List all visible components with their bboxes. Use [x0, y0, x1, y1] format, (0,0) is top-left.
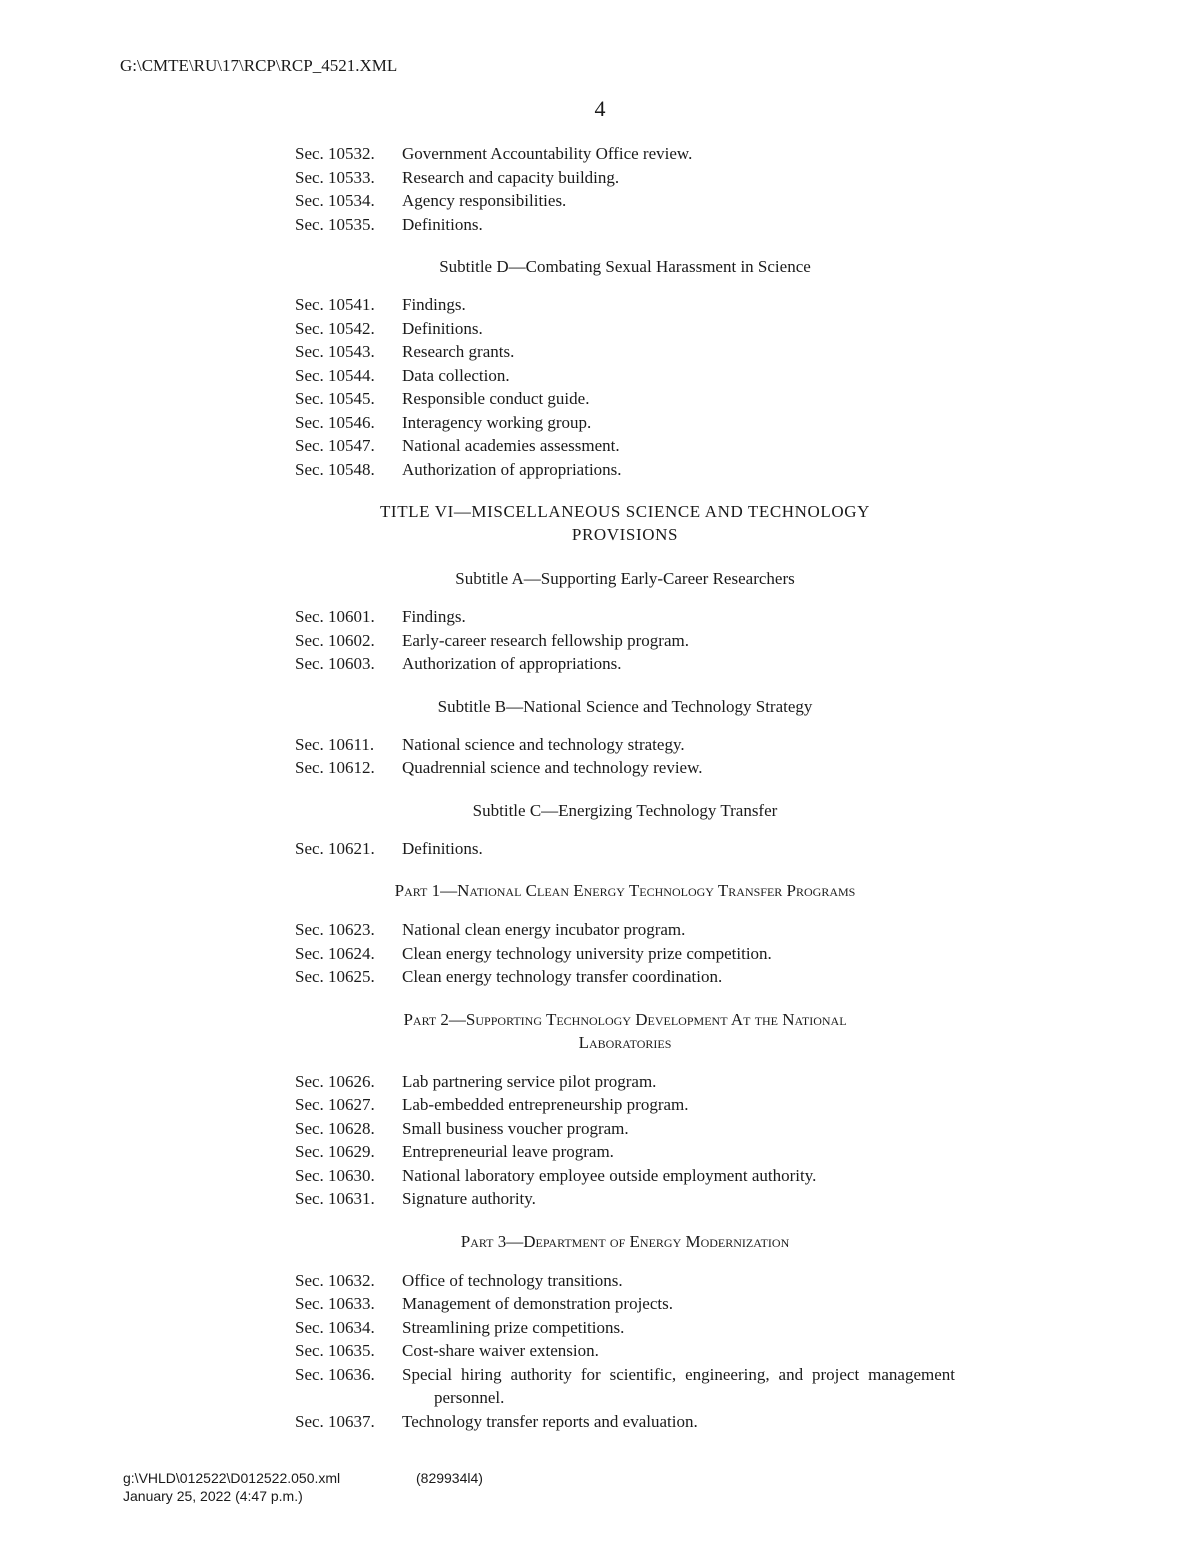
section-number: Sec. 10635.	[295, 1341, 375, 1360]
toc-section-entry	[295, 142, 955, 166]
section-number: Sec. 10541.	[295, 295, 375, 314]
toc-section-entry	[295, 1070, 955, 1094]
section-title: Cost-share waiver extension.	[402, 1341, 599, 1360]
section-title: Technology transfer reports and evaluation.	[402, 1411, 698, 1431]
toc-section-entry	[295, 733, 955, 757]
section-number: Sec. 10535.	[295, 214, 375, 234]
section-number: Sec. 10634.	[295, 1317, 375, 1337]
section-title: Findings.	[402, 295, 466, 314]
section-title: National academies assessment.	[402, 436, 620, 455]
section-number: Sec. 10548.	[295, 459, 375, 479]
footer-document-code: (829934l4)	[416, 1470, 483, 1486]
heading-line: Laboratories	[578, 1032, 672, 1052]
section-number: Sec. 10544.	[295, 365, 375, 385]
section-title: Small business voucher program.	[402, 1118, 629, 1138]
section-title: Research grants.	[402, 342, 515, 361]
subtitle-heading	[295, 255, 955, 278]
part-heading	[295, 1008, 955, 1054]
section-title: Interagency working group.	[402, 412, 592, 432]
section-title: Definitions.	[402, 318, 483, 338]
section-title: Findings.	[402, 607, 466, 626]
toc-section-entry	[295, 1339, 955, 1363]
page-footer	[123, 1469, 483, 1505]
toc-section-entry	[295, 1164, 955, 1188]
section-title: Lab-embedded entrepreneurship program.	[402, 1095, 689, 1114]
footer-timestamp: January 25, 2022 (4:47 p.m.)	[123, 1488, 303, 1504]
section-number: Sec. 10636.	[295, 1364, 375, 1384]
toc-section-entry	[295, 965, 955, 989]
section-number: Sec. 10612.	[295, 758, 375, 777]
section-number: Sec. 10534.	[295, 191, 375, 210]
section-number: Sec. 10602.	[295, 630, 375, 650]
section-number: Sec. 10626.	[295, 1071, 375, 1091]
section-number: Sec. 10633.	[295, 1294, 375, 1313]
section-title: Quadrennial science and technology review.	[402, 758, 703, 777]
section-number: Sec. 10533.	[295, 167, 375, 187]
section-number: Sec. 10603.	[295, 654, 375, 673]
section-number: Sec. 10532.	[295, 144, 375, 163]
toc-section-entry	[295, 1363, 955, 1410]
toc-section-entry	[295, 629, 955, 653]
footer-file-path: g:\VHLD\012522\D012522.050.xml	[123, 1470, 341, 1486]
section-number: Sec. 10547.	[295, 436, 375, 455]
toc-section-entry	[295, 317, 955, 341]
section-title: Early-career research fellowship program.	[402, 630, 689, 650]
toc-section-entry	[295, 434, 955, 458]
toc-section-entry	[295, 1117, 955, 1141]
toc-section-entry	[295, 942, 955, 966]
toc-section-entry	[295, 918, 955, 942]
toc-section-entry	[295, 411, 955, 435]
heading-line: Subtitle B—National Science and Technology Strategy	[437, 696, 813, 716]
section-number: Sec. 10632.	[295, 1270, 375, 1290]
heading-line: Subtitle D—Combating Sexual Harassment in Science	[439, 257, 811, 276]
toc-section-entry	[295, 1316, 955, 1340]
toc-section-entry	[295, 293, 955, 317]
section-title: National science and technology strategy.	[402, 734, 685, 754]
section-title: Management of demonstration projects.	[402, 1294, 673, 1313]
section-title: Data collection.	[402, 365, 510, 385]
toc-section-entry	[295, 166, 955, 190]
heading-line: Subtitle C—Energizing Technology Transfer	[472, 800, 778, 820]
section-title: National clean energy incubator program.	[402, 920, 686, 939]
toc-section-entry	[295, 1093, 955, 1117]
section-number: Sec. 10611.	[295, 734, 375, 754]
section-title: Government Accountability Office review.	[402, 144, 693, 163]
section-title: National laboratory employee outside employment authority.	[402, 1165, 817, 1185]
section-title: Clean energy technology transfer coordination.	[402, 967, 723, 986]
section-title: Entrepreneurial leave program.	[402, 1142, 614, 1161]
heading-line: PROVISIONS	[571, 525, 679, 544]
toc-section-entry	[295, 189, 955, 213]
subtitle-heading	[295, 799, 955, 822]
section-title: Authorization of appropriations.	[402, 459, 622, 479]
toc-section-entry	[295, 340, 955, 364]
section-title: Office of technology transitions.	[402, 1270, 623, 1290]
section-number: Sec. 10637.	[295, 1411, 375, 1431]
toc-section-entry	[295, 756, 955, 780]
heading-line: Part 3—Department of Energy Modernization	[460, 1231, 790, 1251]
toc-section-entry	[295, 458, 955, 482]
subtitle-heading	[295, 695, 955, 718]
toc-section-entry	[295, 1410, 955, 1434]
page-number: 4	[594, 96, 606, 121]
toc-section-entry	[295, 652, 955, 676]
section-title: Signature authority.	[402, 1189, 536, 1208]
section-title: Lab partnering service pilot program.	[402, 1071, 657, 1091]
section-number: Sec. 10629.	[295, 1142, 375, 1161]
section-title: Authorization of appropriations.	[402, 654, 622, 673]
section-number: Sec. 10543.	[295, 342, 375, 361]
section-number: Sec. 10625.	[295, 967, 375, 986]
section-number: Sec. 10624.	[295, 943, 375, 963]
section-title: Definitions.	[402, 214, 483, 234]
toc-section-entry	[295, 605, 955, 629]
toc-section-entry	[295, 1187, 955, 1211]
section-number: Sec. 10601.	[295, 607, 375, 626]
section-title: Definitions.	[402, 838, 483, 858]
heading-line: TITLE VI—MISCELLANEOUS SCIENCE AND TECHNOLOGY	[379, 502, 871, 521]
part-heading	[295, 879, 955, 902]
section-title: Special hiring authority for scientific, engineering, and project management personnel.	[402, 1364, 955, 1407]
toc-section-entry	[295, 364, 955, 388]
table-of-contents	[295, 142, 955, 1433]
section-title: Clean energy technology university prize competition.	[402, 943, 772, 963]
toc-section-entry	[295, 387, 955, 411]
section-number: Sec. 10621.	[295, 838, 375, 858]
heading-line: Part 2—Supporting Technology Development At the National	[403, 1009, 847, 1029]
section-number: Sec. 10546.	[295, 412, 375, 432]
toc-section-entry	[295, 837, 955, 861]
section-title: Streamlining prize competitions.	[402, 1317, 625, 1337]
section-title: Research and capacity building.	[402, 167, 620, 187]
heading-line: Part 1—National Clean Energy Technology Transfer Programs	[394, 881, 856, 900]
toc-section-entry	[295, 1140, 955, 1164]
part-heading	[295, 1230, 955, 1253]
section-number: Sec. 10545.	[295, 389, 375, 408]
section-number: Sec. 10628.	[295, 1118, 375, 1138]
toc-section-entry	[295, 1269, 955, 1293]
title-heading	[295, 500, 955, 546]
section-title: Responsible conduct guide.	[402, 389, 590, 408]
section-number: Sec. 10627.	[295, 1095, 375, 1114]
toc-section-entry	[295, 1292, 955, 1316]
section-number: Sec. 10542.	[295, 318, 375, 338]
section-number: Sec. 10623.	[295, 920, 375, 939]
toc-section-entry	[295, 213, 955, 237]
heading-line: Subtitle A—Supporting Early-Career Researchers	[455, 569, 795, 588]
section-number: Sec. 10630.	[295, 1165, 375, 1185]
section-title: Agency responsibilities.	[402, 191, 567, 210]
document-path: G:\CMTE\RU\17\RCP\RCP_4521.XML	[120, 56, 398, 75]
subtitle-heading	[295, 567, 955, 590]
section-number: Sec. 10631.	[295, 1189, 375, 1208]
